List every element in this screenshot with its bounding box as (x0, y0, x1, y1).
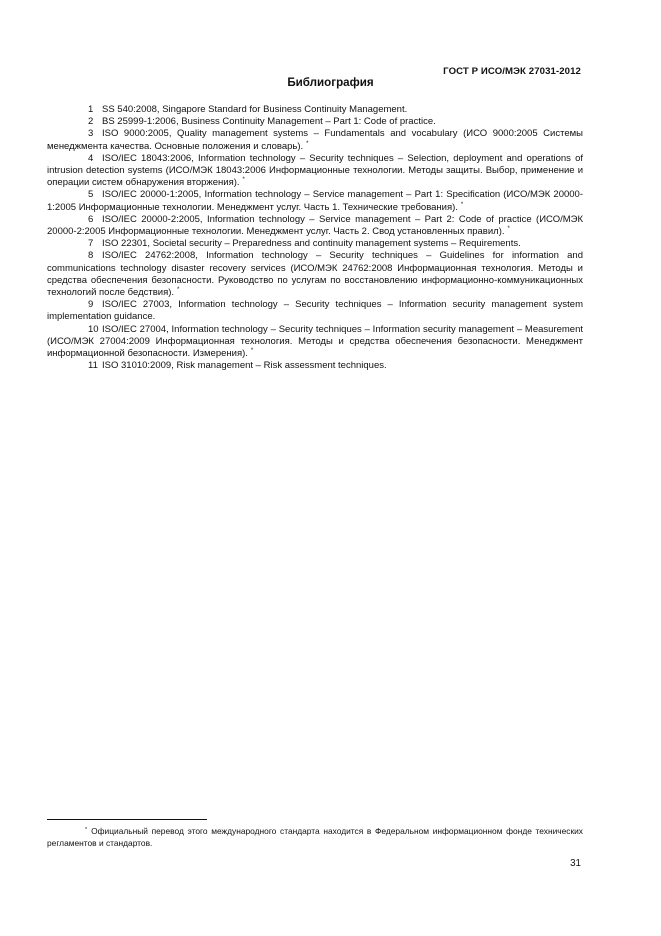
entry-text: ISO/IEC 27004, Information technology – Security techniques – Information security management – Measurement (ИСО/МЭК 27004:2009 Информационная технология. Методы и средства обеспечения безопасности. Менеджмент информационной безопасности. Измерения). (47, 323, 583, 360)
footnote (47, 826, 583, 849)
entry-number: 4 (88, 152, 94, 164)
bibliography-entry (47, 360, 583, 372)
page-title: Библиография (287, 76, 374, 89)
entry-number: 10 (88, 323, 99, 335)
bibliography-entry (47, 128, 583, 152)
bibliography-entry (47, 116, 583, 128)
bibliography-entry (47, 104, 583, 116)
entry-number: 5 (88, 189, 94, 201)
entry-text: ISO 31010:2009, Risk management – Risk assessment techniques. (102, 360, 387, 372)
entry-number: 1 (88, 104, 94, 115)
entry-text: ISO 9000:2005, Quality management systems – Fundamentals and vocabulary (ИСО 9000:2005 Системы менеджмента качества. Основные положения и словарь). (47, 128, 583, 152)
entry-text: ISO/IEC 18043:2006, Information technology – Security techniques – Selection, deployment and operations of intrusion detection systems (ИСО/МЭК 18043:2006 Информационные технологии. Методы защиты. Выбор, применение и операции систем обнаружения вторжения). (47, 152, 583, 189)
page-number: 31 (570, 858, 581, 869)
entry-number: 8 (88, 250, 94, 262)
footnote-marker: * (242, 177, 245, 184)
entry-number: 3 (88, 128, 94, 140)
footnote-divider (47, 819, 207, 820)
entry-text: ISO/IEC 24762:2008, Information technology – Security techniques – Guidelines for information and communications technology disaster recovery services (ИСО/МЭК 24762:2008 Информационная технология. Методы и средства обеспечения безопасности. Руководство по услугам по восстановлению информационно-коммуникационных технологий после бедствия). (47, 250, 583, 299)
footnote-marker: * (250, 348, 254, 355)
footnote-text: Официальный перевод этого международного стандарта находится в Федеральном информационном фонде технических регламентов и стандартов. (47, 826, 583, 848)
document-code-header: ГОСТ Р ИСО/МЭК 27031-2012 (443, 66, 581, 77)
entry-number: 6 (88, 213, 94, 225)
footnote-marker: * (177, 287, 180, 294)
bibliography-entry (47, 299, 583, 323)
bibliography-entry (47, 250, 583, 299)
entry-number: 9 (88, 299, 94, 311)
entry-text: BS 25999-1:2006, Business Continuity Management – Part 1: Code of practice. (102, 116, 436, 128)
entry-text: ISO/IEC 20000-2:2005, Information technology – Service management – Part 2: Code of practice (ИСО/МЭК 20000-2:2005 Информационные технологии. Менеджмент услуг. Часть 2. Свод установленных правил). (47, 213, 583, 238)
footnote-marker: * (306, 140, 309, 147)
entry-number: 2 (88, 116, 94, 128)
entry-text: ISO/IEC 20000-1:2005, Information technology – Service management – Part 1: Specification (ИСО/МЭК 20000-1:2005 Информационные технологии. Менеджмент услуг. Часть 1. Технические требования). (47, 189, 583, 213)
bibliography-entry (47, 153, 583, 190)
bibliography-entry (47, 189, 583, 213)
bibliography-entry (47, 238, 583, 250)
bibliography-entry (47, 214, 583, 238)
footnote-marker: * (507, 226, 510, 233)
entry-number: 11 (88, 360, 98, 372)
entry-text: SS 540:2008, Singapore Standard for Business Continuity Management. (102, 104, 408, 115)
footnote-marker: * (85, 827, 88, 833)
bibliography-list (47, 104, 583, 372)
footnote-marker: * (460, 201, 464, 208)
bibliography-entry (47, 324, 583, 361)
entry-text: ISO 22301, Societal security – Preparedness and continuity management systems – Requirements. (102, 238, 521, 250)
entry-text: ISO/IEC 27003, Information technology – Security techniques – Information security management system implementation guidance. (47, 299, 583, 323)
entry-number: 7 (88, 238, 94, 250)
